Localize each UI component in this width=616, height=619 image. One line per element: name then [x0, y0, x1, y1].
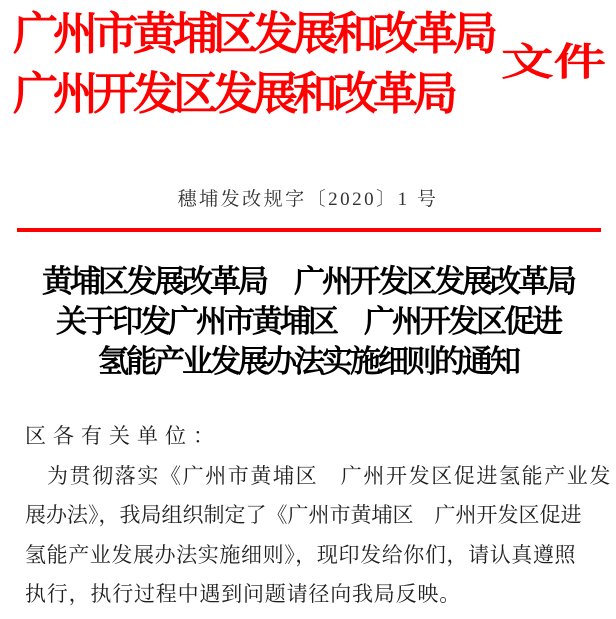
document-title-line1: 黄埔区发展改革局 广州开发区发展改革局 [42, 264, 574, 299]
agency-name-line2: 广州开发区发展和改革局 [13, 69, 454, 119]
agency-name-line1: 广州市黄埔区发展和改革局 [13, 9, 494, 59]
salutation: 区各有关单位： [25, 424, 221, 448]
document-body [0, 417, 616, 615]
document-title-line2: 关于印发广州市黄埔区 广州开发区促进 [56, 304, 560, 339]
document-title-line3: 氢能产业发展办法实施细则的通知 [98, 344, 518, 379]
red-separator-line [17, 228, 601, 232]
document-number: 穗埔发改规字〔2020〕1 号 [177, 189, 439, 210]
body-paragraph-line: 为贯彻落实《广州市黄埔区 广州开发区促进氢能产业发 [47, 463, 612, 488]
body-paragraph-line: 展办法》，我局组织制定了《广州市黄埔区 广州开发区促进 [25, 503, 582, 527]
letterhead [0, 0, 616, 124]
body-paragraph-line: 氢能产业发展办法实施细则》，现印发给你们，请认真遵照 [25, 542, 577, 567]
body-paragraph-line: 执行，执行过程中遇到问题请径向我局反映。 [25, 582, 461, 606]
document-title [0, 262, 616, 382]
document-type-label: 文件 [501, 42, 606, 84]
